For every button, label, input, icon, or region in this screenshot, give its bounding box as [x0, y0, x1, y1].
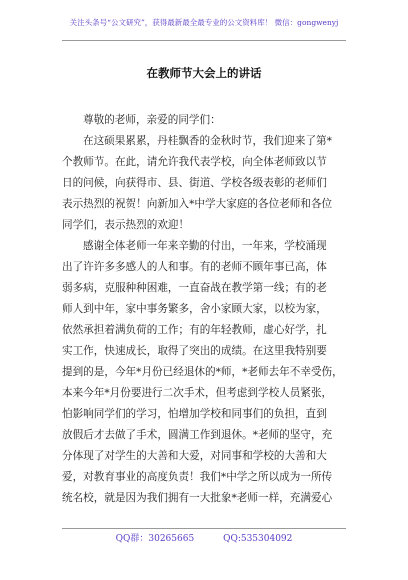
body-line: 出了许许多多感人的人和事。有的老师不顾年事已高，体	[62, 261, 327, 273]
body-line: 弱多病，克服种种困难，一直奋战在教学第一线；有的老	[62, 282, 327, 294]
body-line: 日的问候，向获得市、县、街道、学校各级表彰的老师们	[62, 177, 327, 189]
salutation-line: 尊敬的老师，亲爱的同学们：	[83, 114, 221, 126]
body-line: 提到的是，今年*月份已经退休的*师，*老师去年不幸受伤，	[62, 366, 343, 378]
body-line: 实工作，快速成长，取得了突出的成绩。在这里我特别要	[62, 345, 327, 357]
document-title: 在教师节大会上的讲话	[146, 66, 262, 80]
footer	[0, 533, 408, 545]
body-line: 依然承担着满负荷的工作；有的年轻教师，虚心好学，扎	[62, 324, 327, 336]
body-line: 爱，对教育事业的高度负责！我们*中学之所以成为一所传	[62, 471, 333, 483]
header-banner: 关注头条号“公文研究”，获得最新最全最专业的公文资料库！ 微信：gongwenyj	[69, 18, 339, 27]
header-divider	[62, 40, 346, 41]
body-line: 感谢全体老师一年来辛勤的付出，一年来，学校涌现	[83, 240, 327, 252]
body-line: 在这硕果累累，丹桂飘香的金秋时节，我们迎来了第*	[83, 135, 332, 147]
body-line: 师人到中年，家中事务繁多，舍小家顾大家，以校为家，	[62, 303, 327, 315]
body-line: 同学们，表示热烈的欢迎！	[62, 219, 190, 231]
body-line: 本来今年*月份要进行二次手术，但考虑到学校人员紧张，	[62, 387, 333, 399]
body-line: 统名校，就是因为我们拥有一大批象*老师一样，充满爱心	[62, 492, 333, 504]
body-line: 放假后才去做了手术，圆满工作到退休。*老师的坚守，充	[62, 429, 333, 441]
footer-qq-number: QQ:535304092	[223, 534, 293, 544]
body-line: 个教师节。在此，请允许我代表学校，向全体老师致以节	[62, 156, 327, 168]
footer-divider	[62, 528, 346, 529]
body-line: 分体现了对学生的大善和大爱，对同事和学校的大善和大	[62, 450, 327, 462]
footer-qq-group: QQ群：30265665	[115, 534, 195, 544]
body-line: 怕影响同学们的学习，怕增加学校和同事们的负担，直到	[62, 408, 327, 420]
body-line: 表示热烈的祝贺！向新加入*中学大家庭的各位老师和各位	[62, 198, 333, 210]
document-body	[62, 110, 352, 509]
